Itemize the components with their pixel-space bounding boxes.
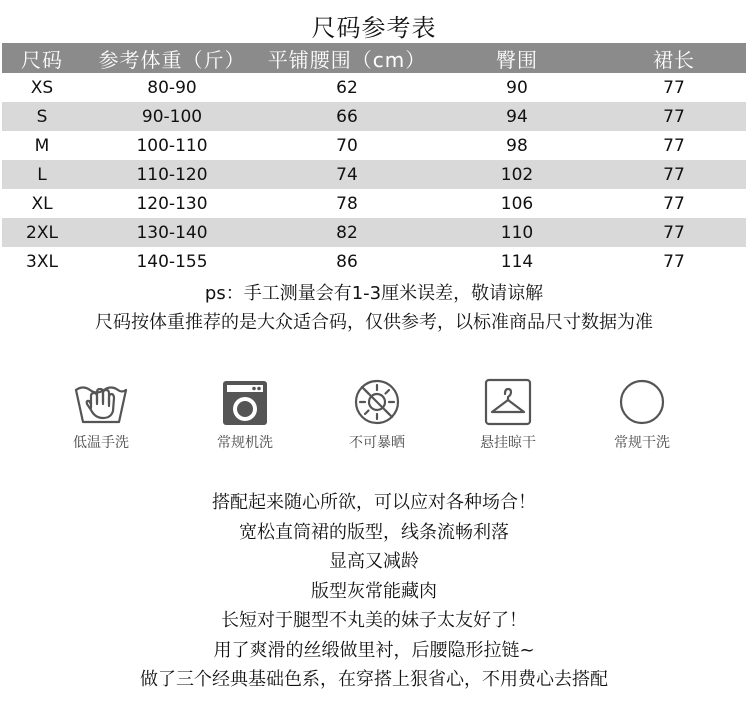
product-description: [0, 488, 748, 695]
cell-size: XL: [31, 193, 53, 214]
cell-waist: 62: [336, 77, 358, 98]
description-line: 显高又减龄: [329, 551, 419, 572]
cell-size: 2XL: [2, 218, 82, 247]
cell-length: 77: [663, 251, 685, 272]
description-line: 做了三个经典基础色系，在穿搭上狠省心，不用费心去搭配: [140, 669, 608, 690]
cell-length: 77: [602, 160, 746, 189]
cell-weight: 110-120: [82, 160, 262, 189]
table-row: [2, 131, 746, 160]
care-hang-dry: [448, 378, 568, 452]
cell-hip: 110: [432, 218, 602, 247]
care-label: 常规干洗: [614, 435, 670, 451]
cell-waist: 66: [262, 102, 432, 131]
cell-hip: 106: [500, 193, 534, 214]
dry-circle-icon: [612, 378, 672, 426]
care-label: 不可暴晒: [349, 435, 405, 451]
care-no-sun: [317, 378, 437, 452]
measurement-note: ps：手工测量会有1-3厘米误差，敬请谅解: [204, 283, 544, 304]
cell-size: M: [34, 135, 50, 156]
care-instructions: [0, 378, 748, 458]
cell-size: XS: [30, 77, 54, 98]
cell-length: 77: [663, 135, 685, 156]
cell-length: 77: [663, 193, 685, 214]
header-waist: 平铺腰围（cm）: [262, 43, 432, 73]
table-row: [2, 160, 746, 189]
cell-length: 77: [602, 218, 746, 247]
cell-weight: 100-110: [136, 135, 208, 156]
cell-size: 3XL: [26, 251, 58, 272]
cell-hip: 94: [432, 102, 602, 131]
care-label: 常规机洗: [217, 435, 273, 451]
care-machine-wash: [185, 378, 305, 452]
table-row: [2, 218, 746, 247]
cell-waist: 70: [336, 135, 358, 156]
cell-hip: 114: [500, 251, 534, 272]
cell-weight: 90-100: [82, 102, 262, 131]
care-hand-wash: [41, 378, 161, 452]
table-row: [2, 73, 746, 102]
table-header-row: [2, 43, 746, 73]
cell-size: L: [2, 160, 82, 189]
care-label: 悬挂晾干: [480, 435, 536, 451]
care-label: 低温手洗: [73, 435, 129, 451]
cell-hip: 102: [432, 160, 602, 189]
cell-weight: 80-90: [147, 77, 197, 98]
cell-size: S: [2, 102, 82, 131]
header-weight: 参考体重（斤）: [82, 43, 262, 73]
hand-wash-icon: [71, 378, 131, 426]
cell-weight: 120-130: [136, 193, 208, 214]
washing-machine-icon: [215, 378, 275, 426]
cell-weight: 140-155: [136, 251, 208, 272]
cell-waist: 86: [336, 251, 358, 272]
description-line: 宽松直筒裙的版型，线条流畅利落: [239, 521, 509, 543]
description-line: 搭配起来随心所欲，可以应对各种场合！: [212, 492, 536, 513]
cell-waist: 74: [262, 160, 432, 189]
header-hip: 臀围: [432, 43, 602, 73]
no-sun-icon: [347, 378, 407, 426]
table-row: [2, 102, 746, 131]
cell-length: 77: [663, 77, 685, 98]
hang-dry-icon: [478, 378, 538, 426]
cell-hip: 90: [506, 77, 528, 98]
size-recommend-note: 尺码按体重推荐的是大众适合码，仅供参考，以标准商品尺寸数据为准: [95, 312, 653, 333]
page-title: 尺码参考表: [311, 14, 437, 42]
header-length: 裙长: [602, 43, 746, 73]
description-line: 用了爽滑的丝缎做里衬，后腰隐形拉链~: [213, 639, 535, 661]
table-row: [2, 247, 746, 276]
care-dry-clean: [582, 378, 702, 452]
cell-hip: 98: [506, 135, 528, 156]
table-row: [2, 189, 746, 218]
cell-waist: 78: [336, 193, 358, 214]
cell-weight: 130-140: [82, 218, 262, 247]
header-size: 尺码: [2, 43, 82, 73]
description-line: 长短对于腿型不丸美的妹子太友好了！: [221, 610, 527, 631]
cell-length: 77: [602, 102, 746, 131]
cell-waist: 82: [262, 218, 432, 247]
size-table: [2, 43, 746, 276]
description-line: 版型灰常能藏肉: [311, 580, 437, 602]
